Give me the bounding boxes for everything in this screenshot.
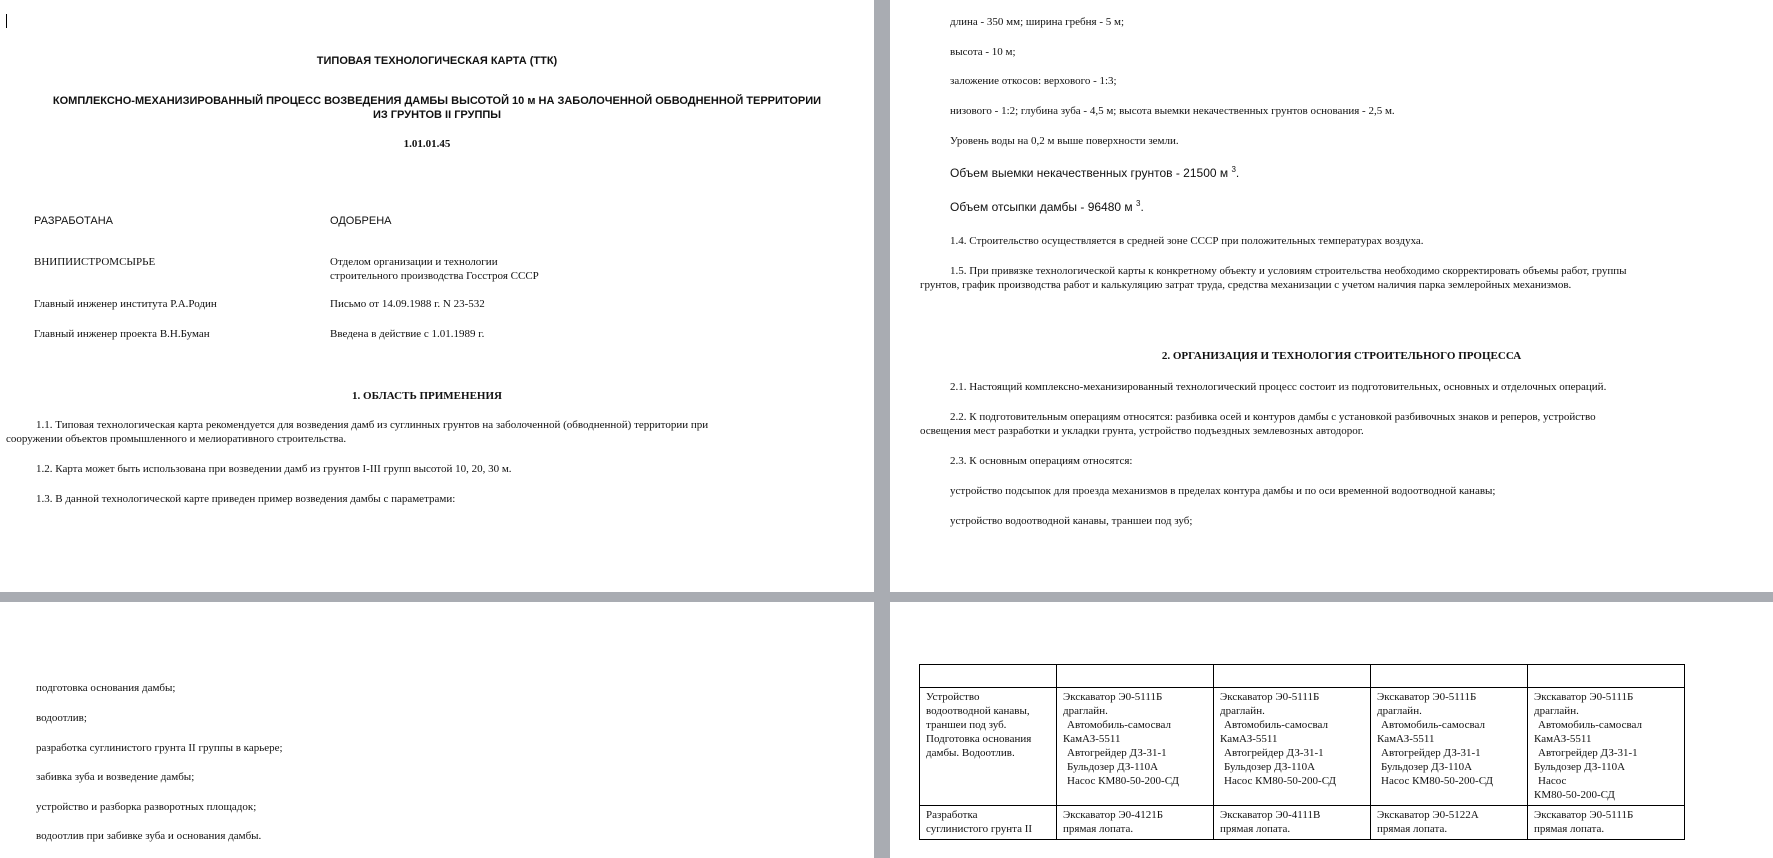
table-row bbox=[920, 688, 1685, 806]
param-slope-downstream: низового - 1:2; глубина зуба - 4,5 м; высота выемки некачественных грунтов основания - 2,5 м. bbox=[950, 105, 1395, 117]
volume-excavation: Объем выемки некачественных грунтов - 21500 м $^3$. bbox=[950, 165, 1240, 180]
section-2-heading: 2. ОРГАНИЗАЦИЯ И ТЕХНОЛОГИЯ СТРОИТЕЛЬНОГО ПРОЦЕССА bbox=[1161, 350, 1522, 362]
table-cell bbox=[1214, 665, 1371, 688]
paragraph-2-3-item-b: устройство водоотводной канавы, траншеи под зуб; bbox=[950, 515, 1193, 527]
paragraph-1-5-line2: грунтов, график производства работ и калькуляцию затрат труда, средства механизации с учетом наличия парка землеройных механизмов. bbox=[920, 279, 1572, 291]
table-cell-equipment: Экскаватор Э0-5111Б драглайн. Автомобиль-самосвал КамАЗ-5511 Автогрейдер ДЗ-31-1 Бульдозер ДЗ-110А Насос КМ80-50-200-СД bbox=[1371, 688, 1528, 806]
chief-engineer-institute: Главный инженер института Р.А.Родин bbox=[34, 298, 217, 310]
document-code: 1.01.01.45 bbox=[403, 138, 451, 150]
table-row bbox=[920, 806, 1685, 840]
paragraph-2-3-item-a: устройство подсыпок для проезда механизмов в пределах контура дамбы и по оси временной водоотводной канавы; bbox=[950, 485, 1496, 497]
paragraph-1-1-line1: 1.1. Типовая технологическая карта рекомендуется для возведения дамб из суглинных грунтов на заболоченной (обводненной) территории при bbox=[36, 419, 709, 431]
param-length-width: длина - 350 мм; ширина гребня - 5 м; bbox=[950, 16, 1125, 28]
section-1-heading: 1. ОБЛАСТЬ ПРИМЕНЕНИЯ bbox=[352, 390, 502, 402]
document-page-2 bbox=[890, 0, 1773, 592]
table-cell-equipment: Экскаватор Э0-5122А прямая лопата. bbox=[1371, 806, 1528, 840]
paragraph-1-5-line1: 1.5. При привязке технологической карты к конкретному объекту и условиям строительства необходимо скорректировать объемы работ, группы bbox=[950, 265, 1627, 277]
document-title: ТИПОВАЯ ТЕХНОЛОГИЧЕСКАЯ КАРТА (ТТК) bbox=[316, 55, 558, 67]
developer-org: ВНИПИИСТРОМСЫРЬЕ bbox=[34, 256, 156, 268]
table-cell-operation: Устройство водоотводной канавы, траншеи под зуб. Подготовка основания дамбы. Водоотлив. bbox=[920, 688, 1057, 806]
table-cell bbox=[1528, 665, 1685, 688]
approval-letter: Письмо от 14.09.1988 г. N 23-532 bbox=[330, 298, 485, 310]
document-page-3 bbox=[0, 602, 874, 858]
table-cell-equipment: Экскаватор Э0-4121Б прямая лопата. bbox=[1057, 806, 1214, 840]
list-item: устройство и разборка разворотных площадок; bbox=[36, 801, 257, 813]
paragraph-1-3: 1.3. В данной технологической карте приведен пример возведения дамбы с параметрами: bbox=[36, 493, 456, 505]
approver-org-line2: строительного производства Госстроя СССР bbox=[330, 270, 539, 282]
param-height: высота - 10 м; bbox=[950, 46, 1016, 58]
list-item: водоотлив; bbox=[36, 712, 87, 724]
document-subtitle-line2: ИЗ ГРУНТОВ II ГРУППЫ bbox=[372, 109, 502, 121]
effective-date: Введена в действие с 1.01.1989 г. bbox=[330, 328, 485, 340]
paragraph-1-1-line2: сооружении объектов промышленного и мелиоративного строительства. bbox=[6, 433, 347, 445]
list-item: подготовка основания дамбы; bbox=[36, 682, 176, 694]
table-cell-equipment: Экскаватор Э0-5111Б драглайн. Автомобиль-самосвал КамАЗ-5511 Автогрейдер ДЗ-31-1 Бульдозер ДЗ-110А Насос КМ80-50-200-СД bbox=[1057, 688, 1214, 806]
table-cell-equipment: Экскаватор Э0-5111Б драглайн. Автомобиль-самосвал КамАЗ-5511 Автогрейдер ДЗ-31-1 Бульдозер ДЗ-110А Насос КМ80-50-200-СД bbox=[1528, 688, 1685, 806]
table-row bbox=[920, 665, 1685, 688]
table-cell-equipment: Экскаватор Э0-4111В прямая лопата. bbox=[1214, 806, 1371, 840]
developed-label: РАЗРАБОТАНА bbox=[34, 215, 114, 227]
text-cursor bbox=[6, 14, 7, 28]
paragraph-2-3: 2.3. К основным операциям относятся: bbox=[950, 455, 1133, 467]
param-water-level: Уровень воды на 0,2 м выше поверхности земли. bbox=[950, 135, 1179, 147]
approved-label: ОДОБРЕНА bbox=[330, 215, 392, 227]
volume-fill: Объем отсыпки дамбы - 96480 м $^3$. bbox=[950, 199, 1144, 214]
table-cell-equipment: Экскаватор Э0-5111Б прямая лопата. bbox=[1528, 806, 1685, 840]
paragraph-2-2-line1: 2.2. К подготовительным операциям относятся: разбивка осей и контуров дамбы с установкой разбивочных знаков и реперов, устройство bbox=[950, 411, 1596, 423]
table-cell-equipment: Экскаватор Э0-5111Б драглайн. Автомобиль-самосвал КамАЗ-5511 Автогрейдер ДЗ-31-1 Бульдозер ДЗ-110А Насос КМ80-50-200-СД bbox=[1214, 688, 1371, 806]
table-cell bbox=[1371, 665, 1528, 688]
paragraph-2-1: 2.1. Настоящий комплексно-механизированный технологический процесс состоит из подготовительных, основных и отделочных операций. bbox=[950, 381, 1607, 393]
document-subtitle-line1: КОМПЛЕКСНО-МЕХАНИЗИРОВАННЫЙ ПРОЦЕСС ВОЗВЕДЕНИЯ ДАМБЫ ВЫСОТОЙ 10 м НА ЗАБОЛОЧЕННОЙ ОБВОДНЕННОЙ ТЕРРИТОРИИ bbox=[52, 95, 822, 107]
list-item: разработка суглинистого грунта II группы в карьере; bbox=[36, 742, 283, 754]
document-page-1 bbox=[0, 0, 874, 592]
paragraph-1-2: 1.2. Карта может быть использована при возведении дамб из грунтов I-III групп высотой 10, 20, 30 м. bbox=[36, 463, 512, 475]
table-cell bbox=[1057, 665, 1214, 688]
table-cell-operation: Разработка суглинистого грунта II bbox=[920, 806, 1057, 840]
list-item: водоотлив при забивке зуба и основания дамбы. bbox=[36, 830, 262, 842]
param-slope-upstream: заложение откосов: верхового - 1:3; bbox=[950, 75, 1117, 87]
list-item: забивка зуба и возведение дамбы; bbox=[36, 771, 195, 783]
approver-org-line1: Отделом организации и технологии bbox=[330, 256, 498, 268]
paragraph-1-4: 1.4. Строительство осуществляется в средней зоне СССР при положительных температурах воздуха. bbox=[950, 235, 1424, 247]
document-page-4 bbox=[890, 602, 1773, 858]
equipment-table bbox=[919, 664, 1685, 840]
paragraph-2-2-line2: освещения мест разработки и укладки грунта, устройство подъездных землевозных автодорог. bbox=[920, 425, 1364, 437]
table-cell bbox=[920, 665, 1057, 688]
chief-engineer-project: Главный инженер проекта В.Н.Буман bbox=[34, 328, 210, 340]
